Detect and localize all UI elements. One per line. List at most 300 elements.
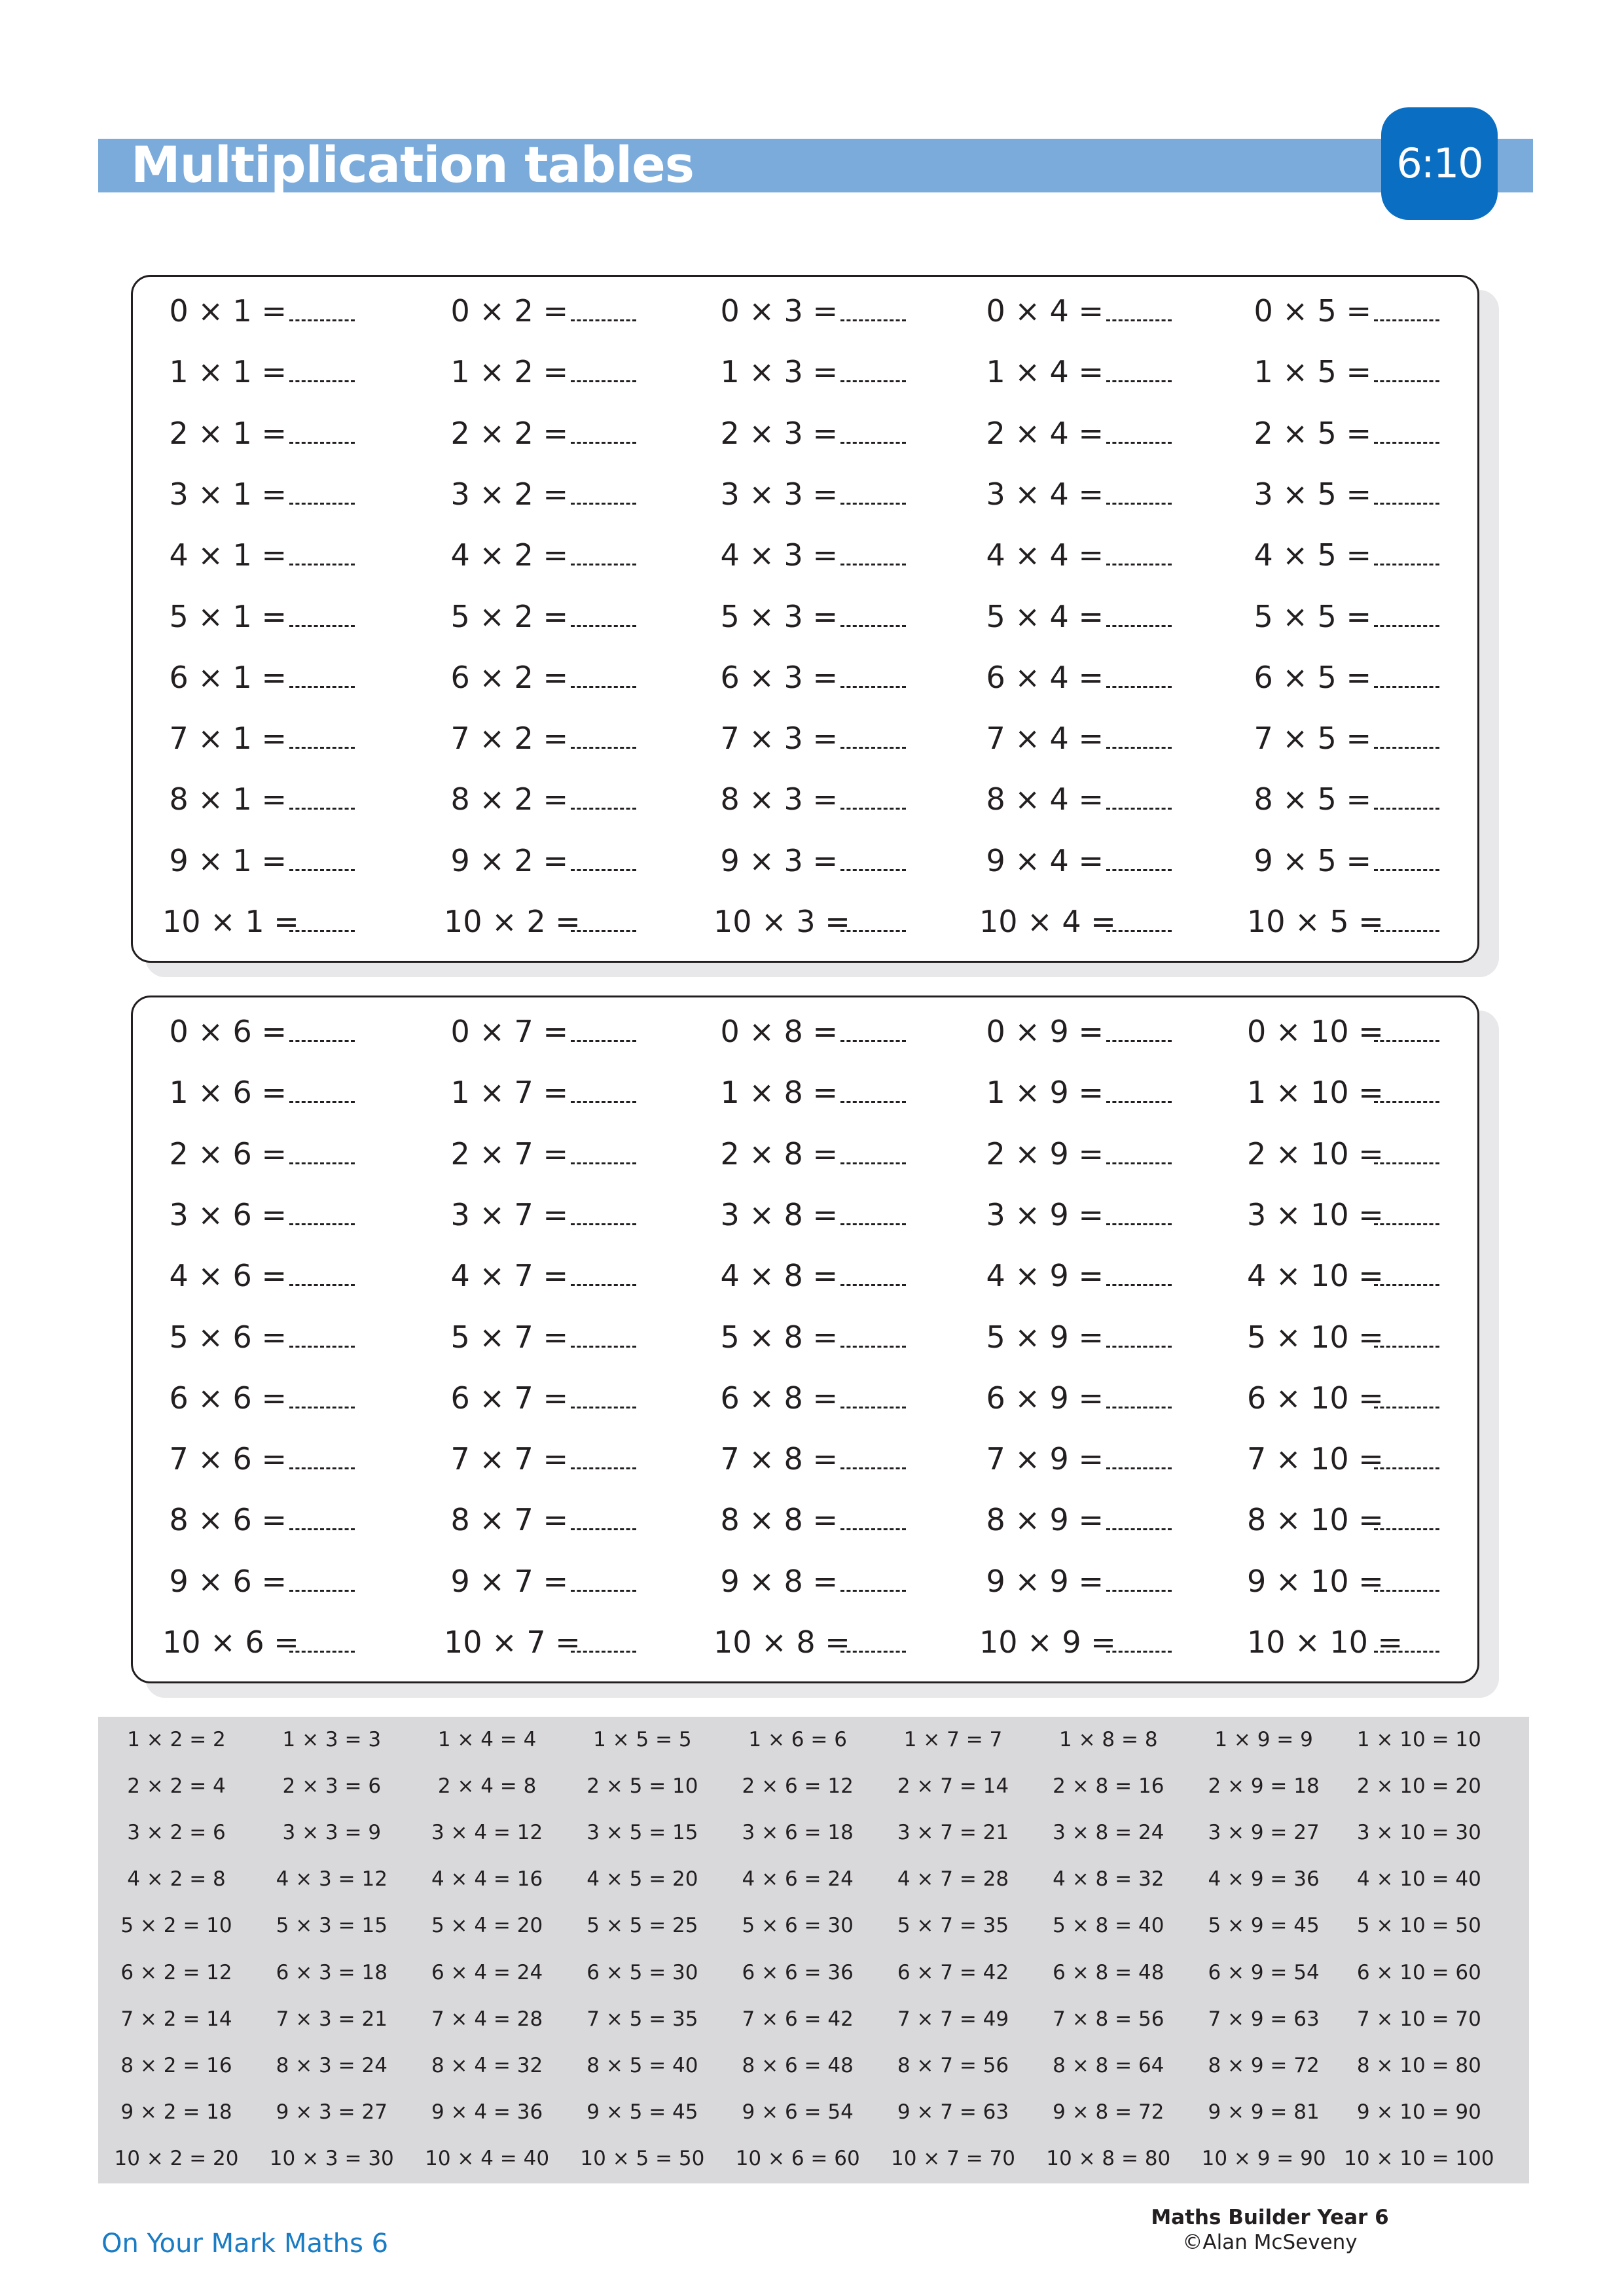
problem-expression: 9 × 9 = (986, 1563, 1104, 1599)
problem-expression: 8 × 10 = (1247, 1502, 1384, 1538)
answer-blank[interactable] (289, 781, 355, 810)
problem-expression: 6 × 1 = (169, 659, 287, 695)
problem-cell (713, 285, 906, 337)
fact-cell: 8 × 7 = 56 (897, 2053, 1009, 2077)
answer-blank[interactable] (289, 721, 355, 749)
problem-expression: 4 × 5 = (1254, 537, 1371, 573)
answer-blank[interactable] (1374, 843, 1439, 871)
answer-blank[interactable] (289, 293, 355, 321)
answer-blank[interactable] (289, 660, 355, 688)
problem-expression: 7 × 2 = (450, 721, 568, 757)
fact-cell: 1 × 3 = 3 (282, 1728, 382, 1751)
problem-cell (713, 773, 906, 825)
fact-cell: 5 × 5 = 25 (586, 1914, 698, 1938)
answer-blank[interactable] (289, 1502, 355, 1530)
fact-cell: 7 × 7 = 49 (897, 2007, 1009, 2031)
problem-cell (444, 712, 636, 764)
problem-expression: 5 × 10 = (1247, 1319, 1384, 1355)
answer-blank[interactable] (571, 660, 636, 688)
answer-blank[interactable] (1374, 1624, 1439, 1653)
problem-cell (444, 529, 636, 581)
answer-blank[interactable] (571, 1075, 636, 1103)
answer-blank[interactable] (289, 1075, 355, 1103)
fact-cell: 2 × 3 = 6 (282, 1774, 382, 1799)
problem-cell (444, 773, 636, 825)
problem-cell (444, 834, 636, 887)
answer-blank[interactable] (1106, 416, 1172, 444)
fact-cell: 3 × 8 = 24 (1053, 1821, 1164, 1845)
problem-cell (162, 1189, 355, 1241)
problem-expression: 8 × 3 = (720, 781, 838, 817)
problem-expression: 8 × 9 = (986, 1502, 1104, 1538)
answer-blank[interactable] (840, 904, 906, 932)
answer-blank[interactable] (1374, 476, 1439, 505)
problem-cell (162, 651, 355, 704)
problem-cell (162, 468, 355, 520)
problem-cell (979, 1189, 1172, 1241)
problem-expression: 10 × 2 = (444, 904, 581, 939)
problem-expression: 7 × 10 = (1247, 1441, 1384, 1477)
problem-expression: 8 × 6 = (169, 1502, 287, 1538)
problem-cell (162, 1494, 355, 1546)
answer-blank[interactable] (1106, 660, 1172, 688)
problem-expression: 10 × 6 = (162, 1624, 299, 1660)
answer-blank[interactable] (289, 1380, 355, 1408)
problem-expression: 4 × 8 = (720, 1258, 838, 1294)
fact-cell: 5 × 10 = 50 (1356, 1914, 1481, 1938)
problem-expression: 9 × 5 = (1254, 842, 1371, 878)
answer-blank[interactable] (1106, 1258, 1172, 1286)
problem-expression: 7 × 5 = (1254, 721, 1371, 757)
problem-expression: 3 × 7 = (450, 1196, 568, 1232)
problem-expression: 1 × 8 = (720, 1075, 838, 1111)
problem-cell (444, 590, 636, 643)
answer-blank[interactable] (1374, 537, 1439, 565)
problem-cell (1247, 468, 1439, 520)
fact-cell: 7 × 2 = 14 (120, 2007, 232, 2031)
problem-expression: 2 × 7 = (450, 1136, 568, 1172)
fact-cell: 9 × 3 = 27 (276, 2100, 388, 2124)
problem-cell (162, 895, 355, 948)
answer-blank[interactable] (571, 293, 636, 321)
answer-blank[interactable] (1106, 904, 1172, 932)
problem-expression: 1 × 2 = (450, 354, 568, 390)
answer-blank[interactable] (840, 476, 906, 505)
answer-blank[interactable] (840, 1258, 906, 1286)
answer-blank[interactable] (1106, 1380, 1172, 1408)
answer-blank[interactable] (1106, 1624, 1172, 1653)
problem-cell (713, 895, 906, 948)
problem-cell (713, 1372, 906, 1424)
fact-cell: 7 × 4 = 28 (431, 2007, 543, 2031)
answer-blank[interactable] (1374, 1380, 1439, 1408)
fact-cell: 1 × 8 = 8 (1059, 1728, 1158, 1751)
answer-blank[interactable] (289, 476, 355, 505)
problem-expression: 6 × 5 = (1254, 659, 1371, 695)
problem-expression: 9 × 3 = (720, 842, 838, 878)
problem-cell (713, 1189, 906, 1241)
answer-blank[interactable] (571, 1258, 636, 1286)
problem-expression: 8 × 1 = (169, 781, 287, 817)
problem-cell (979, 1005, 1172, 1058)
problem-expression: 0 × 8 = (720, 1014, 838, 1049)
fact-cell: 3 × 9 = 27 (1208, 1821, 1320, 1845)
answer-blank[interactable] (289, 1319, 355, 1348)
problem-expression: 1 × 1 = (169, 354, 287, 390)
answer-blank[interactable] (840, 781, 906, 810)
problem-cell (713, 1433, 906, 1485)
fact-cell: 7 × 9 = 63 (1208, 2007, 1320, 2031)
times-table-reference (98, 1717, 1529, 2183)
answer-blank[interactable] (840, 1136, 906, 1164)
problem-cell (979, 773, 1172, 825)
answer-blank[interactable] (840, 1014, 906, 1042)
answer-blank[interactable] (571, 1197, 636, 1225)
problem-expression: 1 × 10 = (1247, 1075, 1384, 1111)
answer-blank[interactable] (1374, 1136, 1439, 1164)
answer-blank[interactable] (571, 1564, 636, 1592)
fact-cell: 5 × 9 = 45 (1208, 1914, 1320, 1938)
answer-blank[interactable] (840, 599, 906, 627)
problem-expression: 2 × 5 = (1254, 415, 1371, 451)
problem-expression: 1 × 5 = (1254, 354, 1371, 390)
problem-expression: 5 × 3 = (720, 598, 838, 634)
answer-blank[interactable] (840, 537, 906, 565)
problem-cell (1247, 285, 1439, 337)
fact-cell: 3 × 2 = 6 (127, 1821, 226, 1845)
answer-blank[interactable] (1106, 781, 1172, 810)
answer-blank[interactable] (840, 1502, 906, 1530)
answer-blank[interactable] (571, 416, 636, 444)
problem-cell (713, 468, 906, 520)
problem-cell (979, 529, 1172, 581)
answer-blank[interactable] (289, 354, 355, 382)
fact-cell: 8 × 5 = 40 (586, 2053, 698, 2077)
answer-blank[interactable] (1106, 476, 1172, 505)
problem-expression: 6 × 10 = (1247, 1380, 1384, 1416)
answer-blank[interactable] (571, 1502, 636, 1530)
problem-expression: 4 × 10 = (1247, 1258, 1384, 1294)
problem-expression: 5 × 2 = (450, 598, 568, 634)
fact-cell: 3 × 4 = 12 (431, 1821, 543, 1845)
answer-blank[interactable] (289, 1014, 355, 1042)
problem-cell (444, 1616, 636, 1668)
answer-blank[interactable] (1374, 1319, 1439, 1348)
fact-cell: 6 × 7 = 42 (897, 1960, 1009, 1984)
answer-blank[interactable] (1374, 1502, 1439, 1530)
answer-blank[interactable] (1106, 293, 1172, 321)
problem-cell (162, 1555, 355, 1607)
answer-blank[interactable] (1374, 416, 1439, 444)
fact-cell: 3 × 7 = 21 (897, 1821, 1009, 1845)
answer-blank[interactable] (1106, 843, 1172, 871)
problem-cell (979, 895, 1172, 948)
problem-expression: 3 × 1 = (169, 476, 287, 512)
problem-cell (444, 1433, 636, 1485)
problem-expression: 1 × 9 = (986, 1075, 1104, 1111)
problem-cell (162, 1249, 355, 1302)
answer-blank[interactable] (571, 1441, 636, 1469)
answer-blank[interactable] (289, 904, 355, 932)
problem-expression: 2 × 6 = (169, 1136, 287, 1172)
problem-cell (979, 1494, 1172, 1546)
problem-expression: 4 × 4 = (986, 537, 1104, 573)
answer-blank[interactable] (289, 843, 355, 871)
answer-blank[interactable] (840, 843, 906, 871)
problem-cell (162, 1128, 355, 1180)
answer-blank[interactable] (571, 1319, 636, 1348)
answer-blank[interactable] (571, 904, 636, 932)
fact-cell: 5 × 8 = 40 (1053, 1914, 1164, 1938)
answer-blank[interactable] (1374, 1075, 1439, 1103)
answer-blank[interactable] (840, 354, 906, 382)
fact-cell: 10 × 4 = 40 (425, 2146, 550, 2170)
fact-cell: 8 × 4 = 32 (431, 2053, 543, 2077)
answer-blank[interactable] (1374, 293, 1439, 321)
problem-expression: 3 × 10 = (1247, 1196, 1384, 1232)
problem-expression: 1 × 6 = (169, 1075, 287, 1111)
problem-cell (162, 1372, 355, 1424)
problem-expression: 5 × 1 = (169, 598, 287, 634)
answer-blank[interactable] (840, 1197, 906, 1225)
fact-cell: 8 × 6 = 48 (742, 2053, 854, 2077)
answer-blank[interactable] (289, 416, 355, 444)
problem-cell (444, 1128, 636, 1180)
answer-blank[interactable] (1106, 1319, 1172, 1348)
problem-cell (713, 1128, 906, 1180)
footer-book-title: Maths Builder Year 6 (1151, 2206, 1389, 2229)
answer-blank[interactable] (571, 599, 636, 627)
answer-blank[interactable] (289, 1197, 355, 1225)
answer-blank[interactable] (289, 537, 355, 565)
problem-cell (444, 1249, 636, 1302)
problem-expression: 0 × 3 = (720, 293, 838, 329)
problem-cell (444, 1555, 636, 1607)
answer-blank[interactable] (1106, 354, 1172, 382)
problem-cell (713, 1005, 906, 1058)
problem-expression: 7 × 8 = (720, 1441, 838, 1477)
fact-cell: 8 × 3 = 24 (276, 2053, 388, 2077)
fact-cell: 7 × 3 = 21 (276, 2007, 388, 2031)
fact-cell: 9 × 9 = 81 (1208, 2100, 1320, 2124)
answer-blank[interactable] (1106, 1075, 1172, 1103)
problem-cell (1247, 895, 1439, 948)
answer-blank[interactable] (840, 1624, 906, 1653)
problem-cell (1247, 529, 1439, 581)
problem-cell (162, 285, 355, 337)
problem-cell (979, 1616, 1172, 1668)
fact-cell: 4 × 9 = 36 (1208, 1867, 1320, 1892)
problem-cell (1247, 590, 1439, 643)
problem-expression: 3 × 2 = (450, 476, 568, 512)
fact-cell: 5 × 3 = 15 (276, 1914, 388, 1938)
problem-cell (162, 1616, 355, 1668)
fact-cell: 1 × 6 = 6 (748, 1728, 847, 1751)
problem-cell (979, 1433, 1172, 1485)
answer-blank[interactable] (840, 1319, 906, 1348)
problem-cell (444, 407, 636, 459)
problem-expression: 4 × 2 = (450, 537, 568, 573)
fact-cell: 9 × 5 = 45 (586, 2100, 698, 2124)
problem-cell (979, 1249, 1172, 1302)
answer-blank[interactable] (1106, 1197, 1172, 1225)
fact-cell: 6 × 10 = 60 (1356, 1960, 1481, 1984)
answer-blank[interactable] (289, 1564, 355, 1592)
answer-blank[interactable] (1106, 721, 1172, 749)
answer-blank[interactable] (1374, 904, 1439, 932)
problem-expression: 3 × 3 = (720, 476, 838, 512)
problem-expression: 1 × 3 = (720, 354, 838, 390)
answer-blank[interactable] (1374, 660, 1439, 688)
problem-cell (1247, 651, 1439, 704)
answer-blank[interactable] (571, 843, 636, 871)
problem-expression: 10 × 10 = (1247, 1624, 1403, 1660)
answer-blank[interactable] (1106, 1441, 1172, 1469)
problem-cell (444, 346, 636, 398)
fact-cell: 9 × 10 = 90 (1356, 2100, 1481, 2124)
problem-cell (979, 834, 1172, 887)
problem-cell (1247, 1311, 1439, 1363)
answer-blank[interactable] (840, 1380, 906, 1408)
answer-blank[interactable] (289, 1258, 355, 1286)
problem-cell (1247, 346, 1439, 398)
problem-cell (713, 1249, 906, 1302)
problem-cell (444, 1005, 636, 1058)
problem-cell (713, 590, 906, 643)
answer-blank[interactable] (1374, 1258, 1439, 1286)
fact-cell: 9 × 4 = 36 (431, 2100, 543, 2124)
problem-cell (444, 1066, 636, 1119)
problem-cell (713, 1616, 906, 1668)
answer-blank[interactable] (571, 1014, 636, 1042)
answer-blank[interactable] (1374, 1014, 1439, 1042)
problem-cell (979, 407, 1172, 459)
answer-blank[interactable] (1106, 599, 1172, 627)
problem-cell (1247, 1249, 1439, 1302)
problem-expression: 9 × 7 = (450, 1563, 568, 1599)
fact-cell: 5 × 7 = 35 (897, 1914, 1009, 1938)
problem-cell (162, 712, 355, 764)
answer-blank[interactable] (1374, 781, 1439, 810)
answer-blank[interactable] (1374, 599, 1439, 627)
answer-blank[interactable] (840, 721, 906, 749)
problem-expression: 6 × 7 = (450, 1380, 568, 1416)
answer-blank[interactable] (1106, 1502, 1172, 1530)
problem-cell (444, 651, 636, 704)
problem-expression: 9 × 10 = (1247, 1563, 1384, 1599)
problem-expression: 5 × 7 = (450, 1319, 568, 1355)
problem-expression: 10 × 8 = (713, 1624, 850, 1660)
problem-cell (162, 834, 355, 887)
problem-cell (713, 529, 906, 581)
problem-expression: 2 × 9 = (986, 1136, 1104, 1172)
answer-blank[interactable] (1106, 1136, 1172, 1164)
problem-cell (979, 590, 1172, 643)
answer-blank[interactable] (1106, 1014, 1172, 1042)
problem-cell (444, 468, 636, 520)
answer-blank[interactable] (1374, 1441, 1439, 1469)
fact-cell: 10 × 7 = 70 (891, 2146, 1015, 2170)
problem-cell (1247, 1616, 1439, 1668)
answer-blank[interactable] (840, 416, 906, 444)
problem-expression: 8 × 2 = (450, 781, 568, 817)
problem-cell (162, 407, 355, 459)
problem-expression: 0 × 6 = (169, 1014, 287, 1049)
answer-blank[interactable] (571, 1624, 636, 1653)
answer-blank[interactable] (571, 354, 636, 382)
answer-blank[interactable] (571, 721, 636, 749)
problem-cell (1247, 773, 1439, 825)
fact-cell: 10 × 6 = 60 (735, 2146, 860, 2170)
problem-expression: 5 × 8 = (720, 1319, 838, 1355)
answer-blank[interactable] (571, 781, 636, 810)
fact-cell: 7 × 8 = 56 (1053, 2007, 1164, 2031)
problem-cell (162, 590, 355, 643)
answer-blank[interactable] (289, 599, 355, 627)
fact-cell: 10 × 8 = 80 (1046, 2146, 1171, 2170)
problem-expression: 8 × 8 = (720, 1502, 838, 1538)
fact-cell: 3 × 5 = 15 (586, 1821, 698, 1845)
answer-blank[interactable] (840, 1075, 906, 1103)
problem-expression: 5 × 5 = (1254, 598, 1371, 634)
problem-cell (979, 1372, 1172, 1424)
answer-blank[interactable] (1374, 1564, 1439, 1592)
problem-expression: 8 × 5 = (1254, 781, 1371, 817)
answer-blank[interactable] (1106, 537, 1172, 565)
fact-cell: 3 × 10 = 30 (1356, 1821, 1481, 1845)
fact-cell: 2 × 10 = 20 (1356, 1774, 1481, 1799)
answer-blank[interactable] (1374, 354, 1439, 382)
answer-blank[interactable] (840, 1564, 906, 1592)
answer-blank[interactable] (289, 1624, 355, 1653)
answer-blank[interactable] (840, 293, 906, 321)
problem-cell (713, 407, 906, 459)
problem-expression: 4 × 6 = (169, 1258, 287, 1294)
answer-blank[interactable] (289, 1441, 355, 1469)
problem-expression: 6 × 9 = (986, 1380, 1104, 1416)
problem-cell (1247, 1189, 1439, 1241)
answer-blank[interactable] (840, 1441, 906, 1469)
answer-blank[interactable] (571, 537, 636, 565)
problem-cell (713, 712, 906, 764)
problem-cell (713, 1494, 906, 1546)
answer-blank[interactable] (571, 1380, 636, 1408)
problem-expression: 4 × 3 = (720, 537, 838, 573)
problem-expression: 10 × 7 = (444, 1624, 581, 1660)
answer-blank[interactable] (289, 1136, 355, 1164)
fact-cell: 4 × 3 = 12 (276, 1867, 388, 1892)
answer-blank[interactable] (571, 1136, 636, 1164)
answer-blank[interactable] (1106, 1564, 1172, 1592)
fact-cell: 10 × 5 = 50 (580, 2146, 705, 2170)
problem-expression: 9 × 1 = (169, 842, 287, 878)
fact-cell: 6 × 2 = 12 (120, 1960, 232, 1984)
problem-cell (444, 1189, 636, 1241)
answer-blank[interactable] (840, 660, 906, 688)
problem-expression: 0 × 7 = (450, 1014, 568, 1049)
problem-expression: 5 × 6 = (169, 1319, 287, 1355)
problem-expression: 0 × 4 = (986, 293, 1104, 329)
answer-blank[interactable] (1374, 721, 1439, 749)
answer-blank[interactable] (571, 476, 636, 505)
fact-cell: 10 × 10 = 100 (1344, 2146, 1494, 2170)
fact-cell: 6 × 4 = 24 (431, 1960, 543, 1984)
problem-expression: 6 × 6 = (169, 1380, 287, 1416)
problem-expression: 7 × 3 = (720, 721, 838, 757)
answer-blank[interactable] (1374, 1197, 1439, 1225)
fact-cell: 9 × 8 = 72 (1053, 2100, 1164, 2124)
fact-cell: 1 × 4 = 4 (437, 1728, 537, 1751)
